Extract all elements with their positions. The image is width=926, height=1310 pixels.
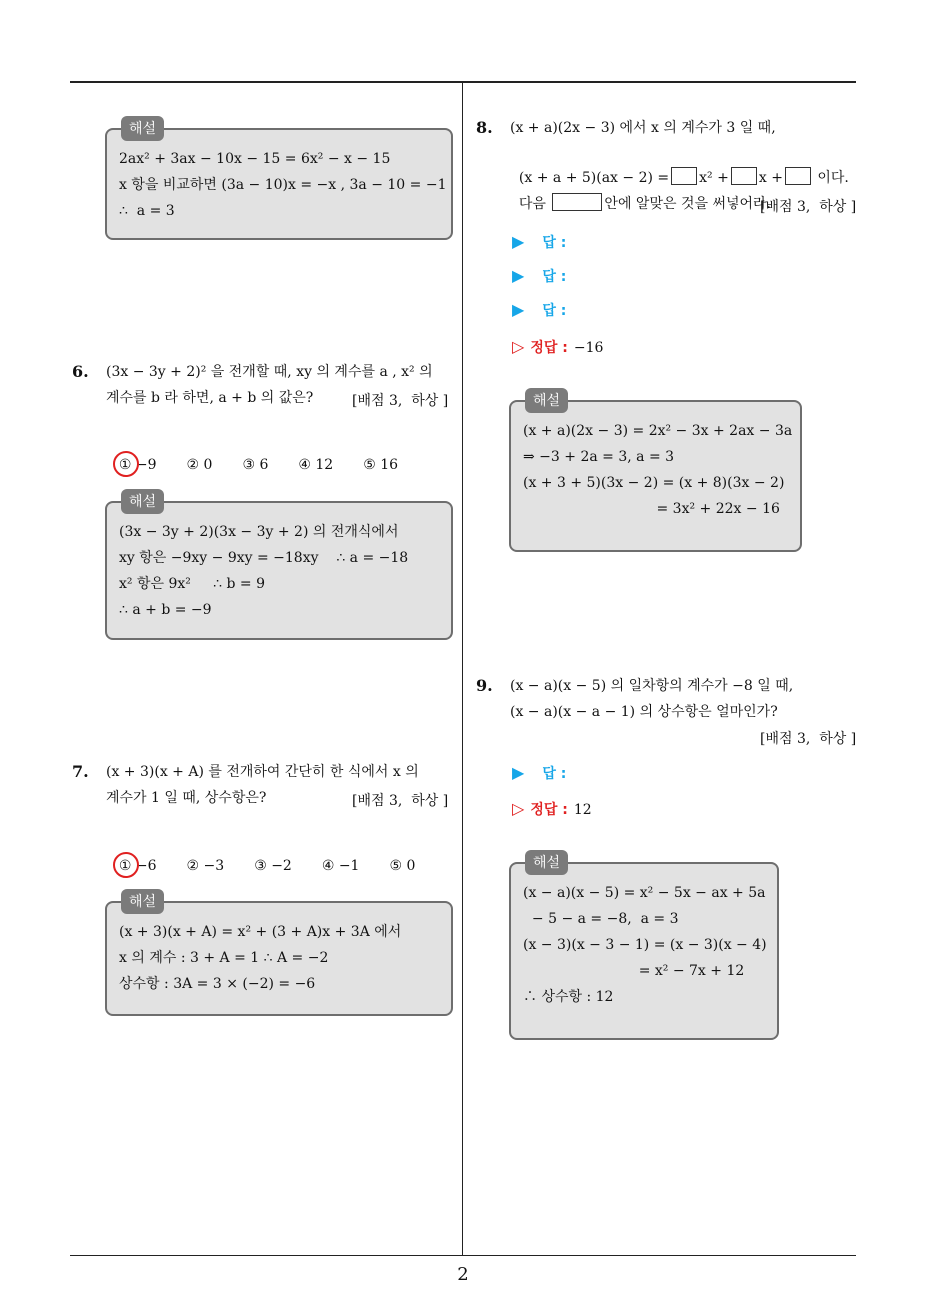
selected-circle-icon xyxy=(113,852,139,878)
choice-list xyxy=(110,842,445,874)
answer-arrow-icon: ▶ xyxy=(512,266,525,285)
q9-explanation-box xyxy=(509,855,779,1040)
explanation-line: ∴ a + b = −9 xyxy=(119,602,212,618)
answer-row[interactable]: ▶ 답 : xyxy=(512,232,567,251)
question-text-with-blanks: 다음 안에 알맞은 것을 써넣어라. xyxy=(510,168,771,216)
top-rule xyxy=(70,81,856,83)
answer-blank[interactable] xyxy=(785,167,811,185)
q5-explanation-box xyxy=(105,121,453,240)
question-text: (3x − 3y + 2)² 을 전개할 때, xy 의 계수를 a , x² 의 xyxy=(106,364,433,380)
answer-arrow-icon: ▶ xyxy=(512,300,525,319)
explanation-line: xy 항은 −9xy − 9xy = −18xy ∴ a = −18 xyxy=(119,550,409,566)
q6-explanation-box xyxy=(105,494,453,640)
answer-row[interactable]: ▶ 답 : xyxy=(512,300,567,319)
explanation-line: = x² − 7x + 12 xyxy=(523,963,745,979)
page-number: 2 xyxy=(457,1264,469,1285)
score-label: [배점 3, 하상 ] xyxy=(760,731,857,747)
column-divider xyxy=(462,83,463,1255)
question-text: (x + a)(2x − 3) 에서 x 의 계수가 3 일 때, xyxy=(510,120,776,136)
question-number: 8. xyxy=(476,118,493,137)
score-label: [배점 3, 하상 ] xyxy=(760,199,857,215)
question-text: (x + 3)(x + A) 를 전개하여 간단히 한 식에서 x 의 xyxy=(106,764,419,780)
question-text-with-blanks: (x + a + 5)(ax − 2) = x² + x + 이다. xyxy=(510,142,849,190)
score-label: [배점 3, 하상 ] xyxy=(352,793,449,809)
explanation-line: (x + a)(2x − 3) = 2x² − 3x + 2ax − 3a xyxy=(523,423,793,439)
answer-arrow-icon: ▶ xyxy=(512,763,525,782)
explanation-line: 2ax² + 3ax − 10x − 15 = 6x² − x − 15 xyxy=(119,151,391,167)
choice-2[interactable]: ② 0 xyxy=(186,457,213,473)
answer-arrow-icon: ▶ xyxy=(512,232,525,251)
solution-value: −16 xyxy=(573,340,604,356)
solution-value: 12 xyxy=(573,802,592,818)
choice-4[interactable]: ④ −1 xyxy=(321,858,360,874)
explanation-line: − 5 − a = −8, a = 3 xyxy=(523,911,679,927)
solution-row: ▷ 정답 : −16 xyxy=(512,337,604,356)
question-number: 9. xyxy=(476,676,493,695)
explanation-line: (x + 3 + 5)(3x − 2) = (x + 8)(3x − 2) xyxy=(523,475,785,491)
question-text: (x − a)(x − 5) 의 일차항의 계수가 −8 일 때, xyxy=(510,678,794,694)
explanation-tag: 해설 xyxy=(525,388,568,413)
choice-1[interactable]: ① −9 xyxy=(119,457,157,473)
solution-arrow-icon: ▷ xyxy=(512,799,525,818)
explanation-tag: 해설 xyxy=(525,850,568,875)
explanation-tag: 해설 xyxy=(121,889,164,914)
choice-1[interactable]: ① −6 xyxy=(119,858,157,874)
blank-example xyxy=(552,193,602,211)
choice-3[interactable]: ③ 6 xyxy=(242,457,269,473)
explanation-line: x² 항은 9x² ∴ b = 9 xyxy=(119,576,265,592)
choice-5[interactable]: ⑤ 16 xyxy=(363,457,399,473)
answer-row[interactable]: ▶ 답 : xyxy=(512,763,567,782)
q7-explanation-box xyxy=(105,894,453,1016)
bottom-rule xyxy=(70,1255,856,1256)
question-text: 계수가 1 일 때, 상수항은? xyxy=(106,790,267,806)
explanation-line: = 3x² + 22x − 16 xyxy=(523,501,780,517)
explanation-tag: 해설 xyxy=(121,489,164,514)
explanation-line: x 항을 비교하면 (3a − 10)x = −x , 3a − 10 = −1 xyxy=(119,177,447,193)
choice-3[interactable]: ③ −2 xyxy=(254,858,292,874)
explanation-line: ⇒ −3 + 2a = 3, a = 3 xyxy=(523,449,675,465)
choice-5[interactable]: ⑤ 0 xyxy=(389,858,416,874)
explanation-line: ∴ 상수항 : 12 xyxy=(523,989,614,1005)
choice-2[interactable]: ② −3 xyxy=(186,858,225,874)
choice-list xyxy=(110,441,428,473)
explanation-line: 상수항 : 3A = 3 × (−2) = −6 xyxy=(119,976,316,992)
solution-row: ▷ 정답 : 12 xyxy=(512,799,592,818)
explanation-line: (x + 3)(x + A) = x² + (3 + A)x + 3A 에서 xyxy=(119,924,402,940)
question-text: (x − a)(x − a − 1) 의 상수항은 얼마인가? xyxy=(510,704,778,720)
question-text: 계수를 b 라 하면, a + b 의 값은? xyxy=(106,390,314,406)
explanation-tag: 해설 xyxy=(121,116,164,141)
score-label: [배점 3, 하상 ] xyxy=(352,393,449,409)
question-number: 6. xyxy=(72,362,89,381)
answer-row[interactable]: ▶ 답 : xyxy=(512,266,567,285)
selected-circle-icon xyxy=(113,451,139,477)
explanation-line: (x − a)(x − 5) = x² − 5x − ax + 5a xyxy=(523,885,766,901)
explanation-line: x 의 계수 : 3 + A = 1 ∴ A = −2 xyxy=(119,950,329,966)
choice-4[interactable]: ④ 12 xyxy=(298,457,334,473)
explanation-line: ∴ a = 3 xyxy=(119,203,175,219)
question-number: 7. xyxy=(72,762,89,781)
solution-arrow-icon: ▷ xyxy=(512,337,525,356)
explanation-line: (x − 3)(x − 3 − 1) = (x − 3)(x − 4) xyxy=(523,937,767,953)
q8-explanation-box xyxy=(509,393,802,552)
explanation-line: (3x − 3y + 2)(3x − 3y + 2) 의 전개식에서 xyxy=(119,524,399,540)
